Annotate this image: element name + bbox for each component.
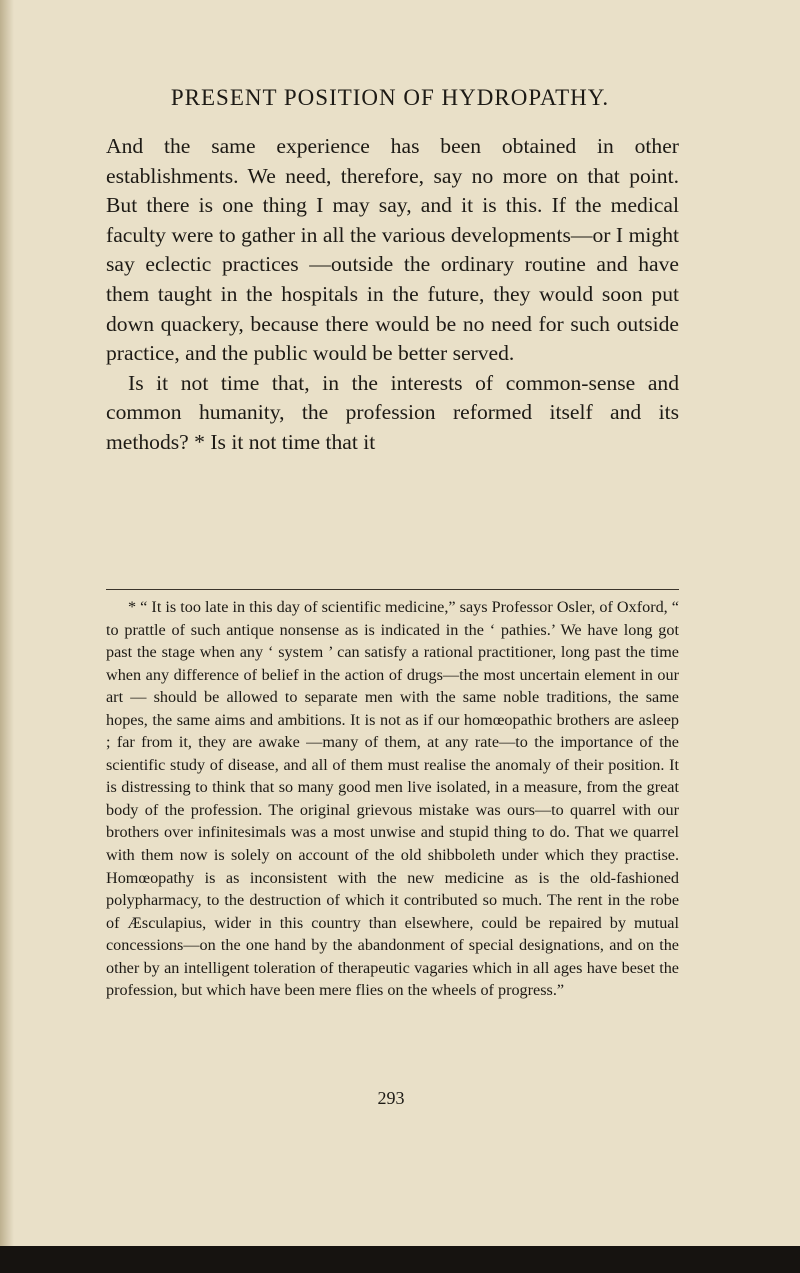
body-text [106, 132, 679, 458]
page-binding-shadow [0, 0, 14, 1273]
running-head: PRESENT POSITION OF HYDROPATHY. [170, 85, 610, 110]
footnote-text: * “ It is too late in this day of scientific medicine,” says Professor Osler, of Oxford, “ to prattle of such antique nonsense as is indicated in the ‘ pathies.’ We have long got past the stage when any ‘ system ’ can satisfy a rational practitioner, long past the time when any difference of belief in the action of drugs—the most uncertain element in our art — should be allowed to separate men with the same noble traditions, the same hopes, the same aims and ambitions. It is not as if our homœopathic brothers are asleep ; far from it, they are awake —many of them, at any rate—to the importance of the scientific study of disease, and all of them must realise the anomaly of their position. It is distressing to think that so many good men live isolated, in a measure, from the great body of the profession. The original grievous mistake was ours—to quarrel with our brothers over infinitesimals was a most unwise and stupid thing to do. That we quarrel with them now is solely on account of the old shibboleth under which they practise. Homœopathy is as inconsistent with the new medicine as is the old-fashioned polypharmacy, to the destruction of which it contributed so much. The rent in the robe of Æsculapius, wider in this country than elsewhere, could be repaired by mutual concessions—on the one hand by the abandonment of special designations, and on the other by an intelligent toleration of therapeutic vagaries which in all ages have beset the profession, but which have been mere flies on the wheels of progress.” [106, 598, 679, 1000]
footnote-rule [106, 589, 679, 590]
paragraph: And the same experience has been obtained in other establishments. We need, therefore, say no more on that point. But there is one thing I may say, and it is this. If the medical faculty were to gather in all the various developments—or I might say eclectic practices —outside the ordinary routine and have them taught in the hospitals in the future, they would soon put down quackery, because there would be no need for such outside practice, and the public would be better served. [106, 134, 679, 366]
scan-bottom-edge [0, 1246, 800, 1273]
footnote [106, 596, 679, 1002]
paragraph: Is it not time that, in the interests of common-sense and common humanity, the profession reformed itself and its methods? * Is it not time that it [106, 370, 679, 454]
page-number: 293 [377, 1088, 405, 1108]
